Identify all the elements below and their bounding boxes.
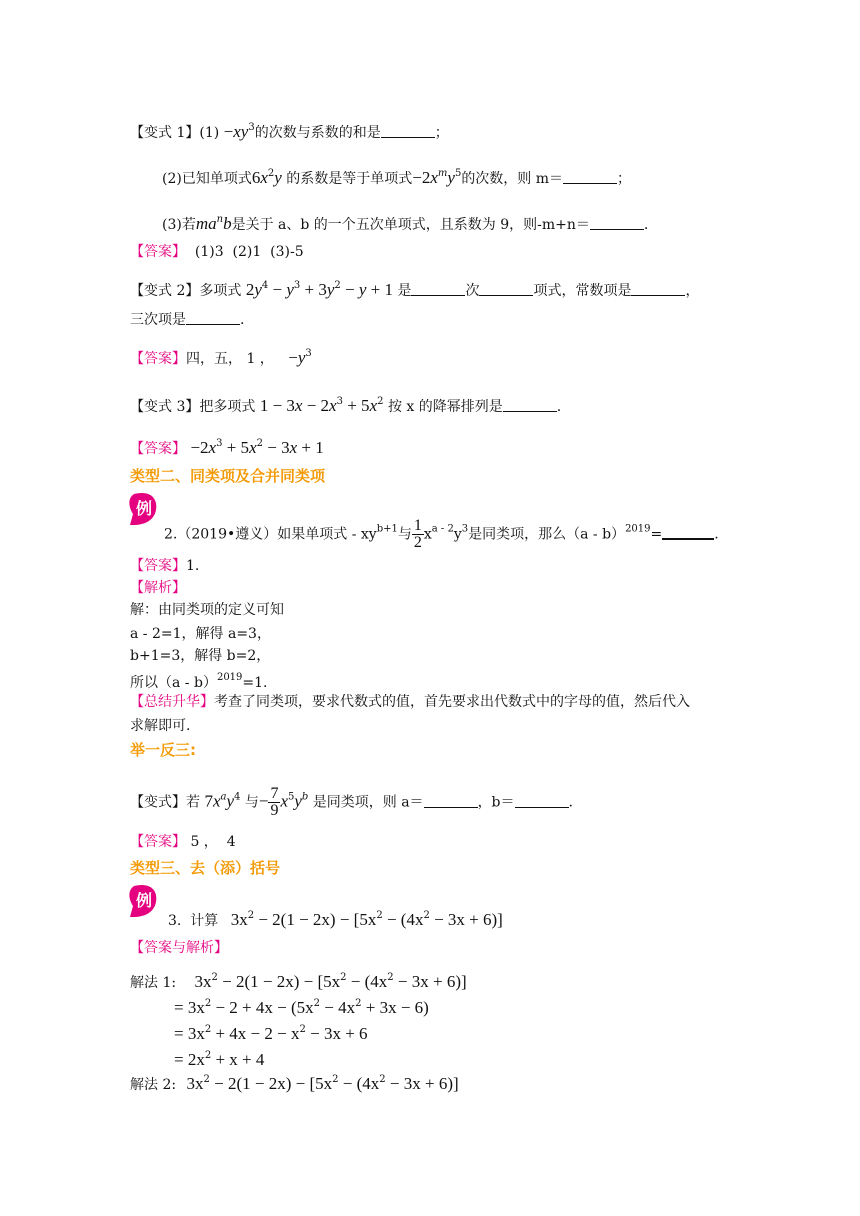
math: 3x [186, 1074, 204, 1093]
method1-line0 [130, 968, 467, 993]
math: 2 [204, 1024, 212, 1035]
math: 2 [247, 910, 255, 921]
math: −2 [412, 168, 431, 187]
q-text: x [423, 526, 432, 543]
math: 2 [313, 998, 321, 1009]
summary-line2: 求解即可. [130, 718, 191, 734]
variant1-q2 [162, 164, 631, 189]
math: 3 [336, 396, 343, 407]
variant-tag: 【变式 3】 [130, 399, 200, 415]
juyi-heading: 举一反三: [130, 741, 196, 759]
math: + 5 [222, 438, 250, 457]
answer-blank[interactable] [424, 794, 478, 808]
variant-tag: 【变式 1】 [130, 125, 200, 141]
math: − 3x + 6)] [429, 910, 503, 929]
math: 2 [334, 280, 341, 291]
q-text: . [568, 794, 573, 811]
math: 4 [234, 791, 241, 803]
answer-ex2 [130, 556, 199, 576]
q-text: . [556, 399, 562, 415]
math: 3 [461, 523, 469, 535]
q-text: 与 [244, 794, 259, 811]
math: x [280, 791, 288, 811]
math: + 1 [366, 280, 393, 299]
q-text: 把多项式 [199, 399, 256, 415]
denominator: 2 [413, 534, 422, 551]
math: − 2(1 − 2x) − [5x [209, 1074, 333, 1093]
math: b [301, 791, 309, 803]
answer-blank[interactable] [590, 216, 644, 230]
math: 6 [251, 168, 261, 187]
math: − (4x [346, 972, 388, 991]
math: x [249, 438, 257, 457]
math: y [297, 348, 306, 367]
answer-text: (1)3 (2)1 (3)-5 [186, 244, 304, 260]
section-heading-type2: 类型二、同类项及合并同类项 [130, 467, 326, 485]
math: 2019 [216, 672, 243, 683]
answer-blank[interactable] [479, 282, 533, 296]
q-text: ， [685, 283, 700, 299]
math: 2 [245, 280, 255, 299]
q-text: 项式，常数项是 [533, 283, 632, 299]
math: − [288, 348, 298, 367]
example3-question [168, 906, 503, 931]
answer-label: 【答案】 [130, 558, 186, 574]
q-text: 是关于 a、b 的一个五次单项式，且系数为 9，则-m+n＝ [231, 217, 590, 233]
math: x [430, 168, 438, 187]
answer-blank[interactable] [411, 282, 465, 296]
answer-text: 四，五， 1 ， [186, 351, 274, 367]
answer-blank[interactable] [515, 794, 569, 808]
method-label: 解法 1: [130, 975, 177, 991]
solution-line-3: b+1=3，解得 b=2， [130, 648, 271, 664]
summary-text: 考查了同类项，要求代数式的值，首先要求出代数式中的字母的值，然后代入 [214, 694, 690, 710]
solution-line-2: a - 2=1，解得 a=3， [130, 626, 271, 642]
q-text: 次 [465, 283, 480, 299]
q-text: ； [434, 125, 449, 141]
example2-question [164, 518, 719, 551]
q-text: . [240, 312, 245, 328]
answer-blank[interactable] [381, 124, 435, 138]
q-text: =1. [242, 675, 268, 691]
math: 3 [305, 348, 312, 359]
answer-blank[interactable] [631, 282, 685, 296]
q-text: 若 [186, 794, 200, 811]
math: x [212, 791, 221, 811]
method-label: 解法 2: [130, 1077, 177, 1093]
solution-line-1: 解：由同类项的定义可知 [130, 602, 284, 618]
math: − [258, 791, 269, 811]
math: y [447, 168, 455, 187]
math: 2 [267, 168, 275, 179]
math: − 2(1 − 2x) − [5x [254, 910, 377, 929]
math: 3x [194, 972, 212, 991]
math: 7 [204, 791, 213, 811]
math: + 5 [342, 396, 370, 415]
math: a [220, 791, 227, 803]
method2-line0 [130, 1070, 459, 1095]
q-text: y [453, 526, 462, 543]
fraction [268, 786, 280, 819]
q-text: 的系数是等于单项式 [286, 171, 413, 187]
q-text: 2.（2019•遵义）如果单项式 - xy [164, 526, 377, 543]
example-badge-label: 例 [135, 499, 153, 518]
math: 3 [293, 280, 301, 291]
math: 2 [376, 910, 383, 921]
math: − (4x [382, 910, 424, 929]
summary-label: 【总结升华】 [130, 694, 214, 710]
math: y [326, 280, 335, 299]
example-badge [128, 884, 158, 918]
math: x [208, 438, 217, 457]
math: − [340, 280, 359, 299]
q-text: . [643, 217, 649, 233]
q-text: = [650, 526, 663, 543]
math: + 4x − 2 − x [211, 1024, 300, 1043]
math: = 2x [174, 1050, 205, 1069]
math: + x + 4 [211, 1050, 265, 1069]
math: = 3x [174, 1024, 205, 1043]
math: − 4x [320, 998, 356, 1017]
q-text: 是同类项，那么（a - b） [468, 526, 626, 543]
variant2-q [130, 276, 699, 301]
math: 2 [355, 998, 362, 1009]
math: b+1 [376, 523, 398, 535]
math: + 1 [297, 438, 324, 457]
math: 2 [204, 1050, 212, 1061]
math: y [226, 791, 235, 811]
math: − 2(1 − 2x) − [5x [217, 972, 341, 991]
math: y [358, 280, 367, 299]
math: 2 [379, 1074, 386, 1085]
math: y [294, 791, 302, 811]
q-text: ，b＝ [477, 794, 515, 811]
variant2-q-line2 [130, 310, 244, 330]
math: 2 [387, 972, 394, 983]
variant3-q [130, 392, 561, 417]
section-heading-type3: 类型三、去（添）括号 [130, 859, 281, 877]
math: x [289, 438, 298, 457]
method1-line3 [174, 1046, 264, 1071]
answer-text: 1. [186, 558, 200, 574]
math: a - 2 [431, 523, 454, 535]
math: y [286, 280, 294, 299]
q-text: . [714, 526, 719, 543]
q-text: (2)已知单项式 [162, 171, 252, 187]
variant-tag: 【变式】 [130, 794, 186, 811]
math: m [437, 168, 448, 179]
math: 2 [377, 396, 384, 407]
method1-line2 [174, 1020, 368, 1045]
answer-1 [130, 242, 304, 262]
answer-label: 【答案】 [130, 441, 186, 457]
math: − 3x + 6 [305, 1024, 368, 1043]
math: = 3x [174, 998, 205, 1017]
q-text: (3)若 [162, 217, 196, 233]
math: − 3x + 6)] [385, 1074, 459, 1093]
math: 2 [423, 910, 430, 921]
variant-tag: 【变式 2】 [130, 283, 200, 299]
math: −2 [190, 438, 209, 457]
math: x [260, 168, 268, 187]
answer-label: 【答案】 [130, 244, 186, 260]
answer-text: 5 ， 4 [186, 834, 236, 850]
q-text: ； [617, 171, 632, 187]
numerator: 1 [413, 517, 422, 534]
math: − [223, 122, 234, 141]
math: 2 [340, 972, 347, 983]
variant4-q [130, 786, 573, 819]
variant1-q1 [130, 118, 449, 143]
q-text: 与 [397, 526, 412, 543]
q-text: 3. 计算 [168, 913, 219, 929]
math: x [294, 396, 303, 415]
variant1-q3 [162, 210, 648, 235]
fraction [412, 518, 424, 551]
analysis-label: 【解析】 [130, 580, 186, 596]
math: 3x [230, 910, 248, 929]
math: b [223, 214, 232, 233]
math: − 2 [302, 396, 330, 415]
answer-2 [130, 344, 312, 369]
math: − 2 + 4x − (5x [211, 998, 314, 1017]
math: y [254, 280, 262, 299]
answer-blank[interactable] [662, 525, 714, 540]
math: 2 [204, 998, 212, 1009]
math: + 3x − 6) [361, 998, 429, 1017]
q-text: 多项式 [199, 283, 242, 299]
math: − 3 [262, 438, 290, 457]
answer-blank[interactable] [186, 311, 240, 325]
math: − 3x + 6)] [393, 972, 467, 991]
math: 5 [287, 791, 295, 803]
math: − [268, 280, 287, 299]
q-text: (1) [199, 125, 220, 141]
answer-analysis-label: 【答案与解析】 [130, 940, 228, 956]
math: x [369, 396, 378, 415]
math: 3 [248, 122, 255, 133]
denominator: 9 [270, 802, 279, 819]
q-text: 是同类项，则 a＝ [312, 794, 424, 811]
example-badge [128, 492, 158, 526]
answer-blank[interactable] [503, 398, 557, 412]
math: 2019 [625, 523, 651, 535]
math: 2 [211, 972, 218, 983]
math: 2 [203, 1074, 210, 1085]
math: 2 [256, 438, 263, 449]
q-text: 所以（a - b） [130, 675, 217, 691]
q-text: 是 [397, 283, 412, 299]
summary [130, 692, 690, 712]
q-text: 的次数，则 m＝ [461, 171, 564, 187]
math: y [274, 168, 282, 187]
math: + 3 [300, 280, 327, 299]
q-text: 三次项是 [130, 312, 186, 328]
method1-line1 [174, 994, 429, 1019]
solution-line-4 [130, 668, 268, 693]
math: 3 [216, 438, 223, 449]
math: xy [233, 122, 249, 141]
math: − (4x [338, 1074, 380, 1093]
answer-4 [130, 832, 236, 852]
numerator: 7 [270, 785, 279, 802]
math: x [329, 396, 337, 415]
math: 5 [454, 168, 462, 179]
answer-label: 【答案】 [130, 834, 186, 850]
q-text: 按 x 的降幂排列是 [387, 399, 503, 415]
math: 2 [332, 1074, 339, 1085]
q-text: 的次数与系数的和是 [254, 125, 381, 141]
math: n [216, 214, 224, 225]
answer-blank[interactable] [563, 170, 617, 184]
answer-3 [130, 434, 324, 459]
math: 1 − 3 [259, 396, 295, 415]
math: ma [195, 214, 217, 233]
math: 2 [299, 1024, 306, 1035]
math: 4 [261, 280, 269, 291]
example-badge-label: 例 [135, 891, 153, 910]
answer-label: 【答案】 [130, 351, 186, 367]
